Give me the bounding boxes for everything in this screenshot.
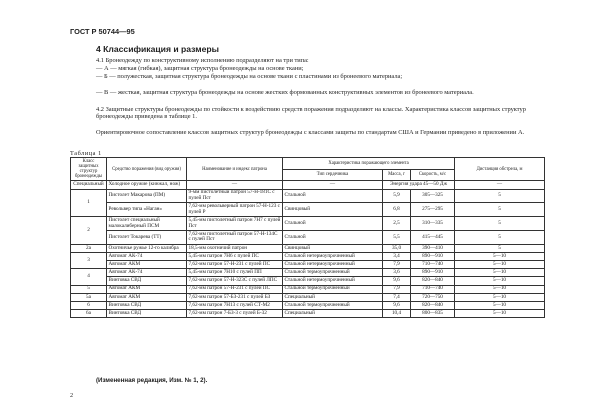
cell-mass: 9,6 [383,302,411,310]
cell-ammo: — [187,181,283,189]
cell-core: Стальной термоупрочненный [283,285,383,293]
cell-weapon: Автомат АК-74 [107,269,187,277]
table-row [71,203,545,217]
cell-ammo: 18,5-мм охотничий патрон [187,244,283,252]
header-class: Класс защитных структур бронеодежды [71,158,107,181]
cell-class: 6 [71,302,107,310]
cell-distance: 5—10 [455,293,545,301]
cell-distance: 5—10 [455,285,545,293]
cell-weapon: Автомат АКМ [107,261,187,269]
table-row [71,293,545,301]
cell-weapon: Охотничье ружье 12-го калибра [107,244,187,252]
cell-energy: Энергия удара 45—50 Дж [383,181,455,189]
cell-speed: 390—410 [411,244,455,252]
cell-mass: 7,4 [383,293,411,301]
paragraph-text: 4.1 Бронеодежду по конструктивному исполнению подразделяют на три типа: [96,57,309,64]
document-header: ГОСТ Р 50744—95 [70,27,135,36]
cell-core: — [283,181,383,189]
cell-core: Специальный [283,293,383,301]
cell-core: Стальной термоупрочненный [283,269,383,277]
cell-weapon: Автомат АКМ [107,293,187,301]
cell-core: Стальной нетермоупрочненный [283,252,383,260]
cell-ammo: 7,62-мм патрон 57-Н-323С с пулей ЛПС [187,277,283,285]
cell-ammo: 7,62-мм пистолетный патрон 57-Н-134С с пулей Пст [187,230,283,244]
cell-ammo: 7,62-мм патрон 57-Н-231 с пулей ПС [187,285,283,293]
cell-distance: 5 [455,203,545,217]
cell-distance: 5 [455,230,545,244]
cell-class: Специальный [71,181,107,189]
table-header-row [71,158,545,170]
cell-distance: 5 [455,244,545,252]
cell-core: Стальной [283,217,383,231]
table-row [71,285,545,293]
cell-ammo: 5,45-мм патрон 7Н10 с пулей ПП [187,269,283,277]
header-core: Тип сердечника [283,169,383,181]
cell-speed: 820—840 [411,277,455,285]
cell-speed: 720—750 [411,293,455,301]
cell-distance: 5 [455,189,545,203]
cell-core: Специальный [283,310,383,318]
cell-class: 6а [71,310,107,318]
paragraph-text: — А — мягкая (гибкая), защитная структура бронеодежды на основе ткани; [96,65,304,72]
cell-speed: 710—740 [411,261,455,269]
cell-class: 4 [71,269,107,285]
cell-speed: 710—740 [411,285,455,293]
cell-weapon: Автомат АК-74 [107,252,187,260]
protection-classes-table [70,157,545,318]
table-row [71,244,545,252]
cell-distance: 5—10 [455,252,545,260]
cell-ammo: 9-мм пистолетный патрон 57-Н-181С с пулей Пст [187,189,283,203]
paragraph-text: — В — жесткая, защитная структура бронеодежды на основе жестких формованных конструктивных элементов из бронеевого материала. [96,89,474,96]
cell-weapon: Винтовка СВД [107,302,187,310]
cell-distance: 5—10 [455,261,545,269]
cell-mass: 7,9 [383,285,411,293]
cell-core: Свинцовый [283,203,383,217]
table-row [71,189,545,203]
header-speed: Скорость, м/с [411,169,455,181]
paragraph-appendix-reference [70,129,526,136]
cell-speed: 800—835 [411,310,455,318]
cell-class: 2а [71,244,107,252]
table-row [71,217,545,231]
cell-weapon: Автомат АКМ [107,285,187,293]
list-item-type-c [70,89,526,96]
cell-mass: 9,6 [383,277,411,285]
table-row [71,181,545,189]
cell-ammo: 7,62-мм патрон 57-Н-231 с пулей ПС [187,261,283,269]
cell-core: Свинцовый [283,244,383,252]
cell-class: 5а [71,293,107,301]
cell-mass: 5,9 [383,189,411,203]
paragraph-4-1 [70,57,526,64]
cell-mass: 3,4 [383,252,411,260]
header-distance: Дистанция обстрела, м [455,158,545,181]
cell-class: 1 [71,189,107,217]
cell-class: 3 [71,252,107,268]
cell-speed: 275—295 [411,203,455,217]
cell-ammo: 5,45-мм патрон 7Н6 с пулей ПС [187,252,283,260]
cell-speed: 415—445 [411,230,455,244]
cell-distance: 5—10 [455,310,545,318]
cell-mass: 10,4 [383,310,411,318]
cell-weapon: Холодное оружие (кинжал, нож) [107,181,187,189]
cell-distance: 5 [455,217,545,231]
cell-core: Стальной [283,230,383,244]
cell-distance: 5—10 [455,302,545,310]
header-mass: Масса, г [383,169,411,181]
cell-mass: 6,8 [383,203,411,217]
cell-weapon: Пистолет Макарова (ПМ) [107,189,187,203]
cell-speed: 310—335 [411,217,455,231]
cell-mass: 3,6 [383,269,411,277]
cell-speed: 890—910 [411,269,455,277]
table-row [71,277,545,285]
page-number: 2 [70,392,74,399]
table-row [71,310,545,318]
cell-distance: — [455,181,545,189]
cell-weapon: Винтовка СВД [107,310,187,318]
revision-note: (Измененная редакция, Изм. № 1, 2). [96,377,208,384]
cell-ammo: 7,62-мм патрон 7Н13 с пулей СТ-М2 [187,302,283,310]
cell-ammo: 7,62-мм патрон 7-БЗ-3 с пулей Б-32 [187,310,283,318]
table-row [71,252,545,260]
cell-mass: 35,0 [383,244,411,252]
section-title: 4 Классификация и размеры [96,44,219,54]
table-row [71,230,545,244]
cell-weapon: Пистолет Токарева (ТТ) [107,230,187,244]
header-element-group: Характеристика поражающего элемента [283,158,455,170]
cell-weapon: Револьвер типа «Наган» [107,203,187,217]
paragraph-text: — Б — полужесткая, защитная структура бронеодежды на основе ткани с пластинами из бронеевого материала; [96,73,403,80]
cell-core: Стальной нетермоупрочненный [283,277,383,285]
table-row [71,261,545,269]
cell-ammo: 7,62-мм патрон 57-БЗ-231 с пулей БЗ [187,293,283,301]
paragraph-4-2 [70,106,526,121]
cell-class: 2 [71,217,107,245]
cell-mass: 7,9 [383,261,411,269]
cell-core: Стальной термоупрочненный [283,302,383,310]
cell-ammo: 5,45-мм пистолетный патрон 7Н7 с пулей Пст [187,217,283,231]
header-ammo: Наименование и индекс патрона [187,158,283,181]
cell-speed: 820—840 [411,302,455,310]
cell-speed: 305—325 [411,189,455,203]
cell-core: Стальной [283,189,383,203]
cell-weapon: Пистолет специальный малокалиберный ПСМ [107,217,187,231]
cell-ammo: 7,62-мм револьверный патрон 57-Н-123 с пулей Р [187,203,283,217]
cell-distance: 5—10 [455,269,545,277]
cell-class: 5 [71,285,107,293]
list-item-type-a [70,65,526,72]
table-row [71,269,545,277]
paragraph-text: Ориентировочное сопоставление классов защитных структур бронеодежды с классами защиты по стандартам США и Германии приведено в приложении А. [96,129,525,136]
table-label: Таблица 1 [70,150,102,157]
cell-distance: 5—10 [455,277,545,285]
cell-mass: 5,5 [383,230,411,244]
cell-mass: 2,5 [383,217,411,231]
cell-weapon: Винтовка СВД [107,277,187,285]
table-row [71,302,545,310]
cell-core: Стальной нетермоупрочненный [283,261,383,269]
list-item-type-b [70,73,526,80]
cell-speed: 890—910 [411,252,455,260]
paragraph-text: 4.2 Защитные структуры бронеодежды по стойкости к воздействию средств поражения подразделяют на классы. Характеристика классов защитных структур бронеодежды приведена в таблице 1. [96,106,526,121]
header-weapon: Средство поражения (вид оружия) [107,158,187,181]
